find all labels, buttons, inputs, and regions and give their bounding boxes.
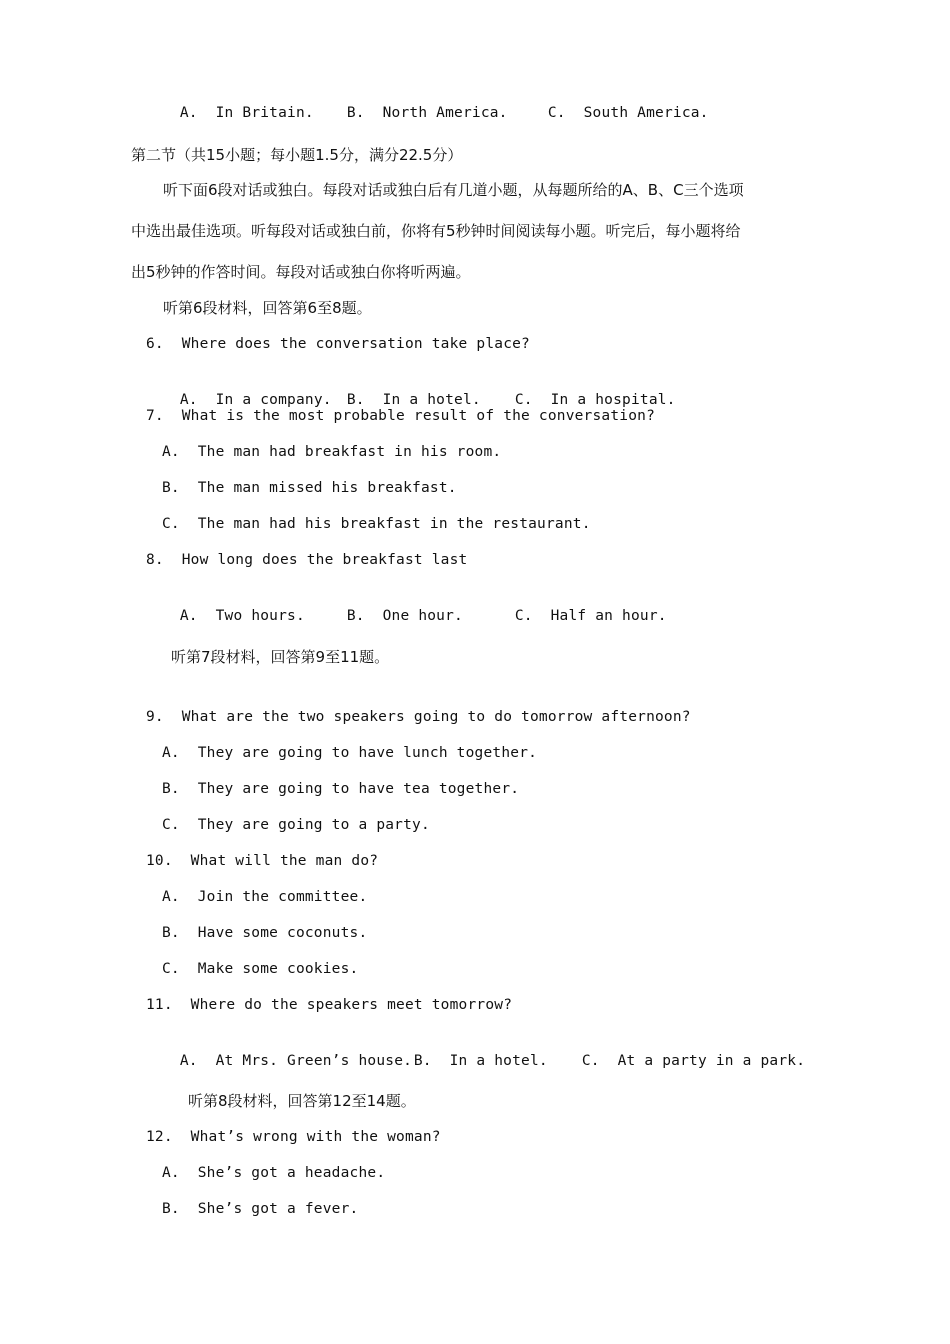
q10-option-b: B. Have some coconuts. (162, 925, 368, 941)
question-8-options (162, 586, 667, 626)
question-8-stem: 8. How long does the breakfast last (146, 552, 468, 568)
material-7-intro: 听第7段材料，回答第9至11题。 (171, 648, 390, 666)
prev-option-a: A. In Britain. (179, 105, 314, 121)
q6-option-a: A. In a company. (179, 392, 332, 408)
q12-option-a: A. She’s got a headache. (162, 1165, 386, 1181)
q8-option-c: C. Half an hour. (514, 608, 667, 624)
q6-option-b: B. In a hotel. (346, 392, 481, 408)
q7-option-a: A. The man had breakfast in his room. (162, 444, 502, 460)
prev-option-c: C. South America. (547, 105, 709, 121)
q9-option-a: A. They are going to have lunch together. (162, 745, 538, 761)
instruction-line-1: 听下面6段对话或独白。每段对话或独白后有几道小题，从每题所给的A、B、C三个选项 (163, 181, 744, 199)
prev-option-b: B. North America. (346, 105, 508, 121)
q12-option-b: B. She’s got a fever. (162, 1201, 359, 1217)
q10-option-a: A. Join the committee. (162, 889, 368, 905)
q10-option-c: C. Make some cookies. (162, 961, 359, 977)
instruction-line-3: 出5秒钟的作答时间。每段对话或独白你将听两遍。 (131, 263, 471, 281)
material-6-intro: 听第6段材料，回答第6至8题。 (163, 299, 372, 317)
q8-option-b: B. One hour. (346, 608, 463, 624)
prev-options-row (162, 83, 709, 123)
question-12-stem: 12. What’s wrong with the woman? (146, 1129, 441, 1145)
section-heading: 第二节（共15小题；每小题1.5分，满分22.5分） (131, 146, 463, 164)
q11-option-a: A. At Mrs. Green’s house. (179, 1053, 413, 1069)
q9-option-b: B. They are going to have tea together. (162, 781, 520, 797)
instruction-line-2: 中选出最佳选项。听每段对话或独白前，你将有5秒钟时间阅读每小题。听完后，每小题将给 (131, 222, 741, 240)
question-6-options (162, 370, 676, 410)
question-11-options (162, 1031, 805, 1071)
q11-option-c: C. At a party in a park. (581, 1053, 806, 1069)
q8-option-a: A. Two hours. (179, 608, 305, 624)
q11-option-b: B. In a hotel. (413, 1053, 548, 1069)
q9-option-c: C. They are going to a party. (162, 817, 430, 833)
q7-option-c: C. The man had his breakfast in the restaurant. (162, 516, 591, 532)
question-9-stem: 9. What are the two speakers going to do tomorrow afternoon? (146, 709, 691, 725)
q6-option-c: C. In a hospital. (514, 392, 676, 408)
question-11-stem: 11. Where do the speakers meet tomorrow? (146, 997, 513, 1013)
q7-option-b: B. The man missed his breakfast. (162, 480, 457, 496)
question-6-stem: 6. Where does the conversation take place? (146, 336, 530, 352)
question-10-stem: 10. What will the man do? (146, 853, 379, 869)
material-8-intro: 听第8段材料，回答第12至14题。 (188, 1092, 416, 1110)
question-7-stem: 7. What is the most probable result of the conversation? (146, 408, 655, 424)
